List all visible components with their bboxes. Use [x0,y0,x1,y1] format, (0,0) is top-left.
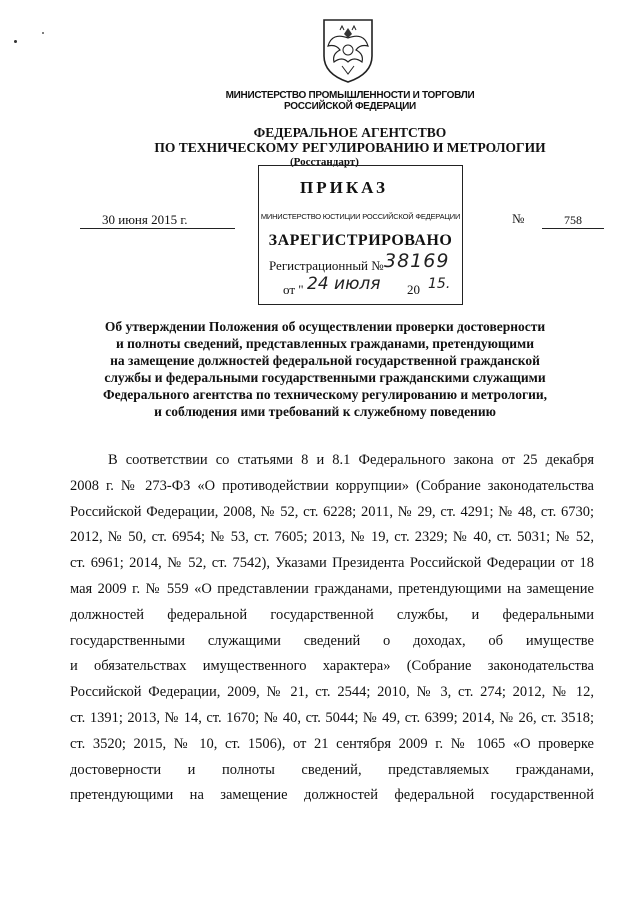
agency-name [120,125,580,155]
agency-line-2: ПО ТЕХНИЧЕСКОМУ РЕГУЛИРОВАНИЮ И МЕТРОЛОГИИ [154,140,546,155]
body-line: ст. 3520; 2015, № 10, ст. 1506), от 21 сентября 2009 г. № 1065 «О проверке [70,735,594,752]
body-line: 2008 г. № 273-ФЗ «О противодействии коррупции» (Собрание законодательства [70,477,594,494]
body-line: ст. 1391; 2013, № 14, ст. 1670; № 40, ст. 5044; № 49, ст. 6399; 2014, № 26, ст. 3518; [70,709,594,726]
agency-line-1: ФЕДЕРАЛЬНОЕ АГЕНТСТВО [253,125,447,140]
stamp-reg-number: 38169 [384,250,450,272]
stamp-from-label: от " [283,282,304,297]
title-line: службы и федеральными государственными гражданскими служащими [104,370,546,385]
order-number: 758 [542,212,604,229]
title-line: Об утверждении Положения об осуществлении проверки достоверности [104,319,546,334]
body-line: В соответствии со статьями 8 и 8.1 Федерального закона от 25 декабря [108,452,594,468]
agency-short-name: (Росстандарт) [290,156,359,168]
order-title [60,318,590,420]
ministry-line-2: РОССИЙСКОЙ ФЕДЕРАЦИИ [284,101,416,112]
body-line: государственными служащими сведений о доходах, об имуществе [70,632,594,649]
body-line: ст. 6961; 2014, № 52, ст. 7542), Указами Президента Российской Федерации от 18 [70,555,594,572]
stamp-ministry-of-justice: МИНИСТЕРСТВО ЮСТИЦИИ РОССИЙСКОЙ ФЕДЕРАЦИИ [260,212,461,221]
title-line: Федерального агентства по техническому регулированию и метрологии, [102,387,548,402]
stamp-reg-label: Регистрационный № [269,258,384,273]
title-line: и полноты сведений, представленных гражданами, претендующими [115,336,535,351]
body-line: и обязательствах имущественного характера» (Собрание законодательства [70,658,594,675]
body-line: достоверности и полноты сведений, представляемых гражданами, [70,761,594,778]
ministry-name [200,90,500,112]
stamp-registered: ЗАРЕГИСТРИРОВАНО [268,232,453,249]
stamp-year-handwritten: 15. [428,276,451,292]
body-line: Российской Федерации, 2008, № 52, ст. 6228; 2011, № 29, ст. 4291; № 48, ст. 6730; [70,503,594,520]
body-line: мая 2009 г. № 559 «О представлении гражданами, претендующими на замещение [70,580,594,597]
order-date: 30 июня 2015 г. [80,212,235,229]
body-line: претендующими на замещение должностей федеральной государственной [70,787,594,804]
ministry-line-1: МИНИСТЕРСТВО ПРОМЫШЛЕННОСТИ И ТОРГОВЛИ [225,90,475,101]
order-body-text [70,448,594,809]
body-line: 2012, № 50, ст. 6954; № 53, ст. 7605; 2013, № 19, ст. 2329; № 40, ст. 5031; № 52, [70,529,594,546]
scan-speck [14,40,17,43]
order-heading: ПРИКАЗ [300,178,388,197]
registration-stamp [258,165,463,305]
stamp-handwritten-date: 24 июля [307,274,381,294]
title-line: и соблюдения ими требований к служебному поведению [154,404,496,419]
title-line: на замещение должностей федеральной государственной гражданской [110,353,540,368]
body-line: должностей федеральной государственной службы, и федеральными [70,606,594,623]
scan-speck [42,32,44,34]
russian-coat-of-arms-icon [318,16,378,84]
body-line: Российской Федерации, 2009, № 21, ст. 2544; 2010, № 3, ст. 274; 2012, № 12, [70,684,594,701]
order-number-sign: № [512,211,525,226]
stamp-year-printed: 20 [407,282,420,297]
